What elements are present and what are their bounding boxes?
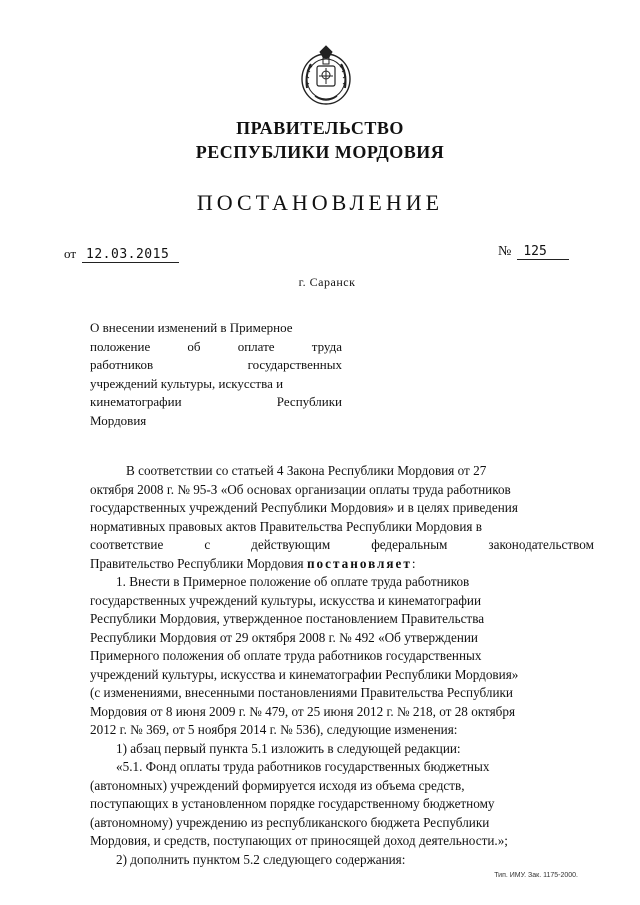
government-name-line-2: РЕСПУБЛИКИ МОРДОВИЯ xyxy=(195,142,445,162)
coat-of-arms-emblem xyxy=(297,44,355,108)
body-line xyxy=(90,536,594,555)
subject-line xyxy=(90,412,342,431)
decree-subject xyxy=(90,319,342,430)
body-text-tail: : xyxy=(411,555,416,571)
body-word: законодательством xyxy=(488,537,594,552)
body-line: нормативных правовых актов Правительства Республики Мордовия в xyxy=(90,518,482,534)
number-sign: № xyxy=(498,244,512,259)
decree-body xyxy=(90,462,594,869)
body-line: Мордовия от 8 июня 2009 г. № 479, от 25 июня 2012 г. № 218, от 28 октября xyxy=(90,703,516,719)
body-line: Республики Мордовия, утвержденное постановлением Правительства xyxy=(90,611,485,626)
quoted-line: Мордовия, и средств, поступающих от приносящей доход деятельности.»; xyxy=(90,833,508,848)
subject-line xyxy=(90,393,342,412)
amendment-item-1: 1) абзац первый пункта 5.1 изложить в следующей редакции: xyxy=(116,740,461,756)
body-line: В соответствии со статьей 4 Закона Республики Мордовия от 27 xyxy=(126,463,487,478)
subject-word: О внесении изменений в Примерное xyxy=(90,320,293,335)
quoted-line: «5.1. Фонд оплаты труда работников государственных бюджетных xyxy=(116,759,490,774)
body-line: учреждений культуры, искусства и кинематографии Республики Мордовия» xyxy=(90,666,519,682)
date-prefix: от xyxy=(64,246,77,261)
decree-number: 125 xyxy=(517,244,568,260)
body-line xyxy=(90,555,594,574)
number-row xyxy=(498,244,569,260)
body-word: действующим xyxy=(251,537,331,552)
subject-word: учреждений культуры, искусства и xyxy=(90,375,284,391)
print-note: Тип. ИМУ. Зак. 1175-2000. xyxy=(494,872,578,879)
quoted-line: (автономных) учреждений формируется исходя из объема средств, xyxy=(90,777,465,793)
body-line: Примерного положения об оплате труда работников государственных xyxy=(90,648,482,663)
government-name-line-1: ПРАВИТЕЛЬСТВО xyxy=(236,118,404,138)
amendment-item-2: 2) дополнить пунктом 5.2 следующего содержания: xyxy=(116,851,406,867)
subject-line xyxy=(90,338,342,357)
decree-title: ПОСТАНОВЛЕНИЕ xyxy=(196,190,444,215)
body-word: соответствие xyxy=(90,537,164,552)
body-line: государственных учреждений культуры, искусства и кинематографии xyxy=(90,592,482,608)
quoted-line: поступающих в установленном порядке государственному бюджетному xyxy=(90,796,495,811)
subject-word: об xyxy=(187,338,201,354)
body-line: 1. Внести в Примерное положение об оплате труда работников xyxy=(116,574,470,589)
body-line: октября 2008 г. № 95-З «Об основах организации оплаты труда работников xyxy=(90,481,511,497)
body-line: Республики Мордовия от 29 октября 2008 г. № 492 «Об утверждении xyxy=(90,629,478,645)
body-line: (с изменениями, внесенными постановлениями Правительства Республики xyxy=(90,685,513,700)
date-row xyxy=(64,246,179,263)
subject-word: Республики xyxy=(276,394,342,409)
body-word: федеральным xyxy=(371,537,448,552)
subject-word: государственных xyxy=(247,357,342,372)
subject-word: Мордовия xyxy=(90,412,147,428)
quoted-line: (автономному) учреждению из республиканского бюджета Республики xyxy=(90,814,490,830)
body-word: с xyxy=(204,537,211,552)
subject-line xyxy=(90,319,342,338)
body-line: 2012 г. № 369, от 5 ноября 2014 г. № 536), следующие изменения: xyxy=(90,722,458,737)
body-keyword-resolves: постановляет xyxy=(306,555,412,571)
subject-word: работников xyxy=(90,357,154,372)
subject-line xyxy=(90,356,342,375)
subject-word: оплате xyxy=(237,338,275,354)
body-text-plain: Правительство Республики Мордовия xyxy=(90,555,307,571)
body-line: государственных учреждений Республики Мордовия» и в целях приведения xyxy=(90,500,518,515)
city-name: г. Саранск xyxy=(298,275,356,289)
subject-word: труда xyxy=(311,338,342,354)
subject-line xyxy=(90,375,342,394)
subject-word: кинематографии xyxy=(90,394,182,409)
subject-word: положение xyxy=(90,338,151,354)
decree-date: 12.03.2015 xyxy=(82,247,179,263)
